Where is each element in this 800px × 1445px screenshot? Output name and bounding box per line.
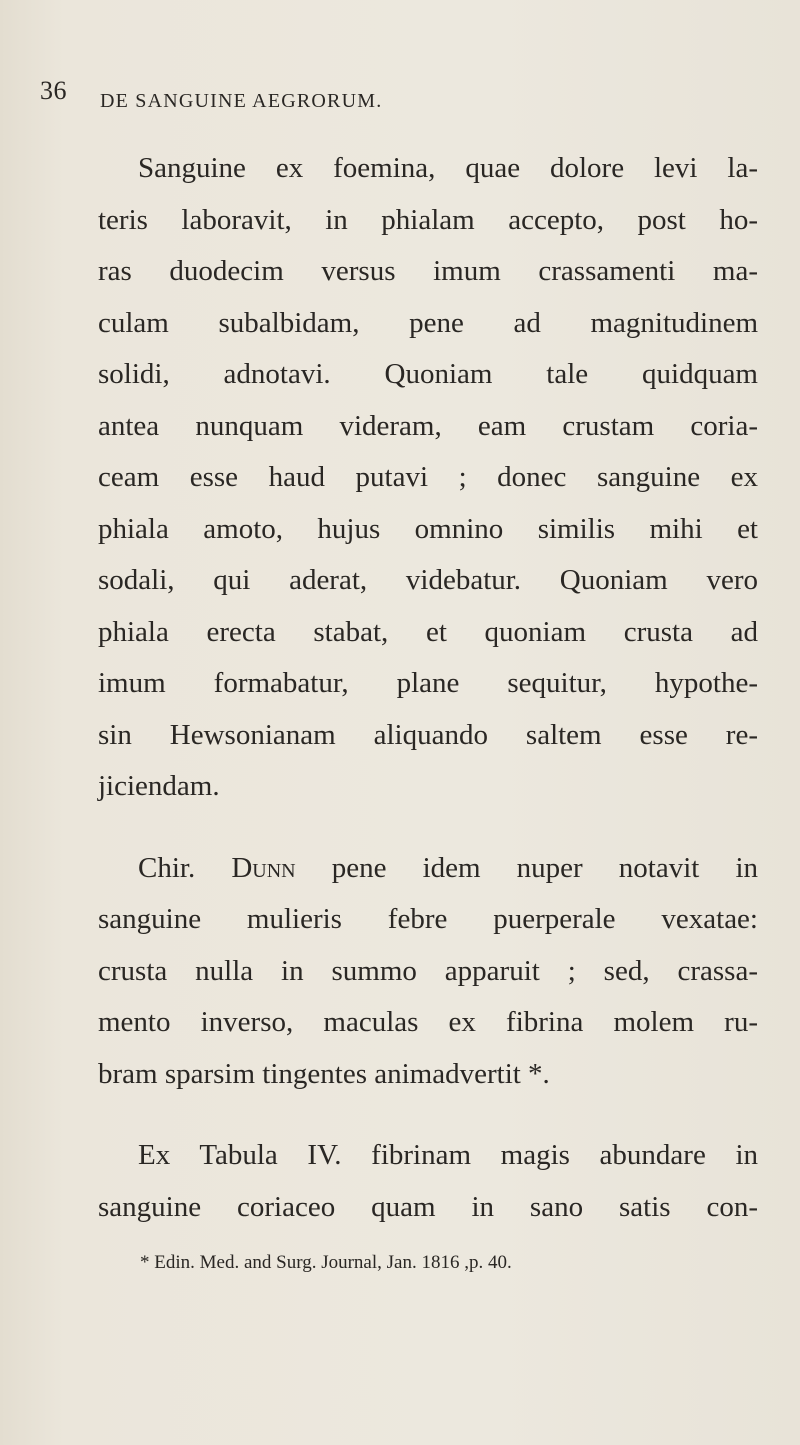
text-line: solidi, adnotavi. Quoniam tale quidquam — [98, 358, 758, 390]
running-head: DE SANGUINE AEGRORUM. — [100, 90, 383, 112]
footnote: * Edin. Med. and Surg. Journal, Jan. 1816 ,p. 40. — [140, 1252, 512, 1273]
text-line: mento inverso, maculas ex fibrina molem ru- — [98, 1006, 758, 1038]
text-line: imum formabatur, plane sequitur, hypothe- — [98, 667, 758, 699]
text-line: phiala erecta stabat, et quoniam crusta ad — [98, 615, 758, 648]
text-line: sanguine mulieris febre puerperale vexatae: — [98, 903, 758, 935]
page-number: 36 — [40, 76, 67, 105]
text-line: culam subalbidam, pene ad magnitudinem — [98, 306, 758, 339]
text-line: Ex Tabula IV. fibrinam magis abundare in — [138, 1139, 758, 1171]
page-header — [40, 76, 760, 116]
author-name: Dunn — [231, 851, 296, 884]
paragraph-1 — [98, 143, 758, 813]
text-line — [98, 843, 758, 895]
text-line: jiciendam. — [98, 770, 220, 802]
paragraph-gap — [98, 813, 758, 843]
line-remainder: pene idem nuper notavit in — [295, 851, 759, 884]
text-line: Sanguine ex foemina, quae dolore levi la- — [138, 152, 758, 184]
text-line: bram sparsim tingentes animadvertit *. — [98, 1057, 550, 1090]
paragraph-2 — [98, 843, 758, 1101]
text-line: sin Hewsonianam aliquando saltem esse re- — [98, 718, 758, 751]
paragraph-gap — [98, 1100, 758, 1130]
text-line: antea nunquam videram, eam crustam coria- — [98, 409, 758, 442]
text-line: teris laboravit, in phialam accepto, post ho- — [98, 203, 758, 236]
text-line: sanguine coriaceo quam in sano satis con- — [98, 1190, 758, 1223]
text-line: sodali, qui aderat, videbatur. Quoniam vero — [98, 564, 758, 596]
paragraph-3 — [98, 1130, 758, 1233]
abbreviation: Chir. — [138, 851, 232, 884]
body-text — [98, 143, 758, 1233]
text-line: crusta nulla in summo apparuit ; sed, crassa- — [98, 954, 758, 987]
text-line: phiala amoto, hujus omnino similis mihi et — [98, 512, 758, 545]
text-line: ceam esse haud putavi ; donec sanguine ex — [98, 461, 758, 493]
text-line: ras duodecim versus imum crassamenti ma- — [98, 255, 758, 287]
